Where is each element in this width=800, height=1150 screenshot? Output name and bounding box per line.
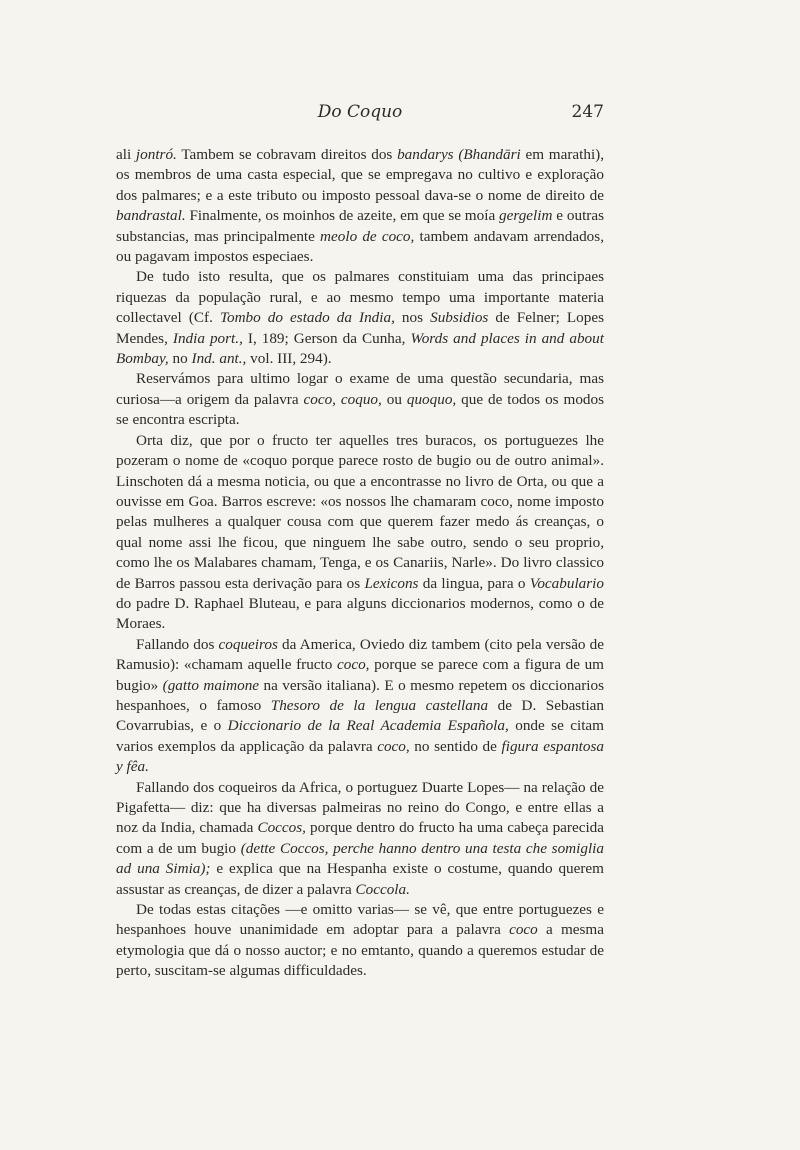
paragraph xyxy=(116,635,604,778)
italic-text: (gatto maimone xyxy=(162,676,260,694)
text-run: Tambem se cobravam direitos dos xyxy=(176,146,398,163)
italic-text: coco, xyxy=(337,656,370,674)
text-run: que de todos os modos se encontra escripta. xyxy=(116,390,605,429)
page-number: 247 xyxy=(571,102,604,122)
paragraph xyxy=(116,267,604,369)
italic-text: bandarys (Bhandāri xyxy=(397,146,521,163)
italic-text: Words and places in and about Bombay, xyxy=(116,329,604,368)
text-run: De tudo isto resulta, que os palmares constituiam uma das principaes riquezas da população rural, e ao mesmo tempo uma importante materia collectavel (Cf. xyxy=(116,268,604,327)
text-run: porque dentro do fructo ha uma cabeça parecida com a de um bugio xyxy=(116,819,604,857)
paragraph xyxy=(116,778,604,900)
text-run: no sentido de xyxy=(409,737,502,755)
italic-text: coqueiros xyxy=(218,635,278,653)
italic-text: figura espantosa y fêa. xyxy=(116,737,604,776)
text-run: de Felner; Lopes Mendes, xyxy=(116,309,604,347)
paragraph xyxy=(116,431,604,635)
text-run: da lingua, para o xyxy=(418,574,530,592)
italic-text: meolo de coco, xyxy=(320,227,415,245)
text-run: I, 189; Gerson da Cunha, xyxy=(242,329,411,347)
text-run: e outras substancias, mas principalmente xyxy=(116,207,605,245)
italic-text: coco xyxy=(509,921,538,939)
text-run: tambem andavam arrendados, ou pagavam impostos especiaes. xyxy=(116,227,604,266)
text-run: Reservámos para ultimo logar o exame de uma questão secundaria, mas curiosa—a origem da palavra xyxy=(116,370,604,408)
italic-text: Lexicons xyxy=(364,574,419,592)
text-run: da America, Oviedo diz tambem (cito pela versão de Ramusio): «chamam aquelle fructo xyxy=(116,635,604,674)
text-run: e explica que na Hespanha existe o costume, quando querem assustar as creanças, de dizer a palavra xyxy=(116,860,604,898)
italic-text: Tombo do estado da India, xyxy=(219,309,395,327)
text-run: na versão italiana). E o mesmo repetem os diccionarios hespanhoes, o famoso xyxy=(116,676,604,714)
text-run: Fallando dos xyxy=(136,635,219,653)
italic-text: Coccola. xyxy=(355,880,410,898)
paragraph xyxy=(116,900,604,982)
italic-text: quoquo, xyxy=(406,390,457,408)
italic-text: bandrastal. xyxy=(116,207,186,225)
text-run: do padre D. Raphael Bluteau, e para alguns diccionarios modernos, como o de Moraes. xyxy=(116,594,604,633)
italic-text: Ind. ant., xyxy=(191,350,247,368)
paragraph xyxy=(116,145,604,267)
text-run: onde se citam varios exemplos da applicação da palavra xyxy=(116,717,604,755)
text-run: porque se parece com a figura de um bugio» xyxy=(116,656,604,694)
text-run: Orta diz, que por o fructo ter aquelles tres buracos, os portuguezes lhe pozeram o nome de «coquo porque parece rosto de bugio ou de outro animal». Linschoten dá a mesma noticia, ou que a encontrasse no livro de Orta, ou que a ouvisse em Goa. Barros escreve: «os nossos lhe chamaram coco, nome imposto pelas mulheres a qualquer cousa com que querem fazer medo ás creanças, o qual nome assi lhe ficou, que ninguem lhe sabe outro, sendo o seu proprio, como lhe os Malabares chamam, Tenga, e os Canariis, Narle». Do livro classico de Barros passou esta derivação para os xyxy=(116,431,604,592)
text-run: vol. III, 294). xyxy=(246,350,332,368)
text-run: ou xyxy=(381,390,407,408)
italic-text: India port., xyxy=(172,329,243,347)
running-head xyxy=(116,102,604,126)
text-run: Fallando dos coqueiros da Africa, o portuguez Duarte Lopes— na relação de Pigafetta— diz: que ha diversas palmeiras no reino do Congo, e entre ellas a noz da India, chamada xyxy=(116,778,604,837)
paragraph xyxy=(116,369,604,430)
italic-text: Subsidios xyxy=(430,309,489,327)
text-run: de D. Sebastian Covarrubias, e o xyxy=(116,696,604,735)
italic-text: Coccos, xyxy=(257,819,306,837)
text-run: De todas estas citações —e omitto varias— se vê, que entre portuguezes e hespanhoes houve unanimidade em adoptar para a palavra xyxy=(116,901,604,939)
italic-text: Thesoro de la lengua castellana xyxy=(270,696,489,714)
italic-text: (dette Coccos, perche hanno dentro una testa che somiglia ad una Simia); xyxy=(116,839,604,878)
text-run: em marathi), os membros de uma casta especial, que se empregava no cultivo e exploração dos palmares; e a este tributo ou imposto pessoal dava-se o nome de direito de xyxy=(116,146,605,204)
italic-text: jontró. xyxy=(135,146,177,163)
text-run: Finalmente, os moinhos de azeite, em que se moía xyxy=(185,207,500,225)
page-title: Do Coquo xyxy=(317,102,403,122)
text-run: a mesma etymologia que dá o nosso auctor; e no emtanto, quando a queremos estudar de perto, suscitam-se algumas difficuldades. xyxy=(116,921,604,980)
italic-text: gergelim xyxy=(499,207,553,225)
text-run: nos xyxy=(394,309,431,327)
text-run: ali xyxy=(116,146,136,163)
italic-text: Diccionario de la Real Academia Española, xyxy=(227,717,509,735)
italic-text: coco, xyxy=(377,737,410,755)
italic-text: coco, coquo, xyxy=(303,390,382,408)
italic-text: Vocabulario xyxy=(529,574,604,592)
body-text xyxy=(116,145,604,982)
text-run: no xyxy=(168,350,192,368)
